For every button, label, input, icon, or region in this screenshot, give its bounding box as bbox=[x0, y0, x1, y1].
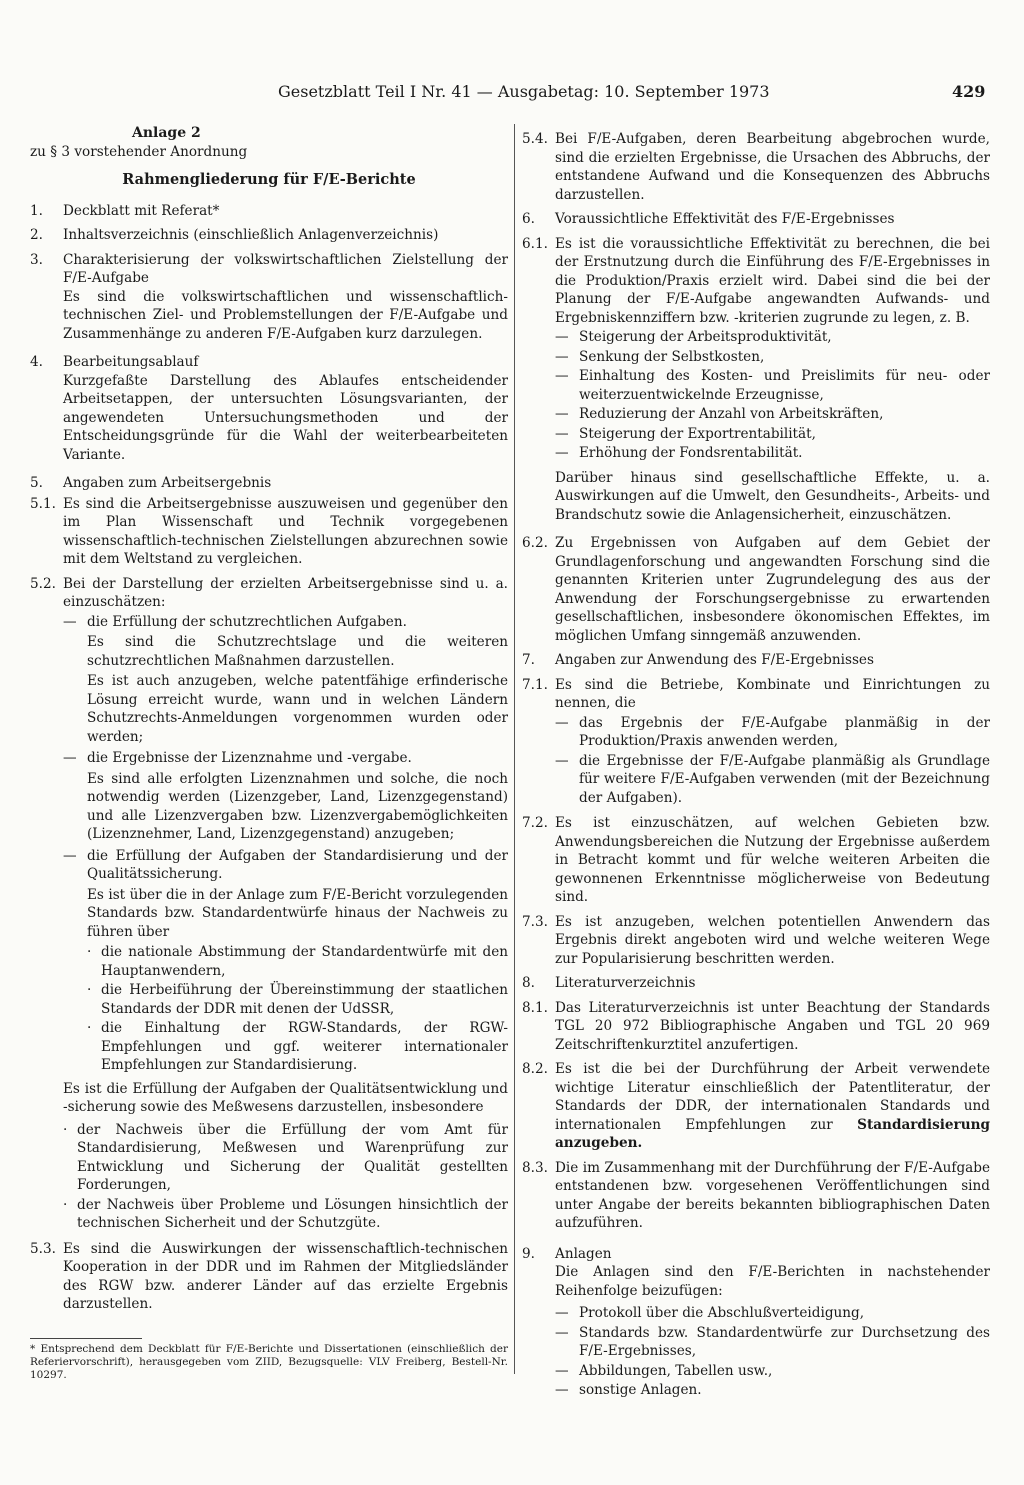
dash-item-title: die Erfüllung der schutzrechtlichen Aufgaben. bbox=[87, 613, 407, 630]
item-text: Einhaltung des Kosten- und Preislimits für neu- oder weiterzuentwickelnde Erzeugnisse, bbox=[579, 368, 990, 403]
section-paragraph: Es ist die Erfüllung der Aufgaben der Qualitätsentwicklung und -sicherung sowie des Meßwesens darzustellen, insbesondere bbox=[63, 1080, 508, 1115]
section-text: Die im Zusammenhang mit der Durchführung der F/E-Aufgabe entstandenen bzw. vorgesehenen Veröffentlichungen sind unter Angabe der bereits bekannten bibliographischen Daten aufzuführen. bbox=[555, 1159, 990, 1231]
section-number: 9. bbox=[522, 1245, 535, 1262]
bullet-item bbox=[87, 981, 508, 1018]
section-text: Zu Ergebnissen von Aufgaben auf dem Gebiet der Grundlagenforschung und angewandten Forschung sind die genannten Kriterien unter Zugrundelegung des aus der Anwendung der Forschungsergebnisse zu erwartenden gesellschaftlichen, insbesondere ökonomischen Effektes, im möglichen Umfang sinngemäß anzuwenden. bbox=[555, 535, 990, 644]
section-number: 3. bbox=[30, 251, 43, 268]
section-text: Es ist einzuschätzen, auf welchen Gebieten bzw. Anwendungsbereichen die Nutzung der Ergebnisse außerdem in Betracht kommt und für welche weiteren Arbeiten die gewonnenen Erkenntnisse möglicherweise von Bedeutung sind. bbox=[555, 815, 990, 905]
header-title: Gesetzblatt Teil I Nr. 41 — Ausgabetag: 10. September 1973 bbox=[278, 82, 770, 101]
section-1 bbox=[30, 202, 508, 221]
section-8-2 bbox=[522, 1060, 990, 1153]
section-text: Es sind die Betriebe, Kombinate und Einrichtungen zu nennen, die bbox=[555, 676, 990, 711]
section-5-2 bbox=[30, 575, 508, 1234]
dash-item bbox=[63, 749, 508, 846]
section-title: Inhaltsverzeichnis (einschließlich Anlagenverzeichnis) bbox=[63, 227, 439, 243]
page-header bbox=[0, 78, 1024, 108]
section-number: 6.2. bbox=[522, 535, 548, 551]
section-6-2 bbox=[522, 534, 990, 645]
section-9 bbox=[522, 1245, 990, 1401]
bullet-item bbox=[87, 1019, 508, 1075]
section-number: 7.1. bbox=[522, 676, 548, 693]
section-text: Es ist anzugeben, welchen potentiellen Anwendern das Ergebnis direkt angeboten wird und welche weiteren Wege zur Popularisierung beschritten werden. bbox=[555, 913, 990, 967]
section-4 bbox=[30, 353, 508, 468]
section-3 bbox=[30, 251, 508, 348]
section-title: Angaben zur Anwendung des F/E-Ergebnisses bbox=[555, 652, 874, 668]
section-number: 5.4. bbox=[522, 131, 548, 147]
section-5-4 bbox=[522, 130, 990, 204]
anlage-reference: zu § 3 vorstehender Anordnung bbox=[30, 143, 248, 160]
list-marker: — bbox=[555, 368, 569, 384]
item-text: sonstige Anlagen. bbox=[579, 1382, 702, 1398]
section-number: 7. bbox=[522, 652, 535, 668]
item-text: der Nachweis über Probleme und Lösungen hinsichtlich der technischen Sicherheit und der Schutzgüte. bbox=[77, 1196, 508, 1231]
item-text: Steigerung der Arbeitsproduktivität, bbox=[579, 329, 832, 345]
section-title: Deckblatt mit Referat* bbox=[63, 202, 220, 219]
dash-item-paragraph: Es sind alle erfolgten Lizenznahmen und solche, die noch notwendig werden (Lizenzgeber, Land, Lizenzgegenstand) und alle Lizenzvergaben bzw. Lizenzvergabemöglichkeiten (Lizenznehmer, Land, Lizenzgegenstand) anzugeben; bbox=[87, 770, 508, 842]
bullet-item bbox=[63, 1121, 508, 1195]
section-number: 1. bbox=[30, 202, 43, 219]
section-title: Literaturverzeichnis bbox=[555, 975, 696, 991]
section-7-2 bbox=[522, 814, 990, 907]
section-text: Es ist die voraussichtliche Effektivität zu berechnen, die bei der Erstnutzung durch die Einführung des F/E-Ergebnisses in die Produktion/Praxis erzielt wird. Dabei sind die bei der Planung der F/E-Aufgabe angewandten Aufwands- und Ergebniskennziffern bzw. -kriterien zugrunde zu legen, z. B. bbox=[555, 235, 990, 326]
column-divider bbox=[514, 124, 515, 1374]
section-8-1 bbox=[522, 999, 990, 1055]
footnote-rule bbox=[30, 1338, 142, 1339]
dash-item bbox=[555, 1324, 990, 1361]
list-marker: — bbox=[555, 752, 569, 769]
section-number: 5.1. bbox=[30, 495, 56, 512]
section-5-3 bbox=[30, 1240, 508, 1314]
section-number: 6.1. bbox=[522, 235, 548, 252]
right-column bbox=[522, 124, 990, 1401]
item-text: Protokoll über die Abschlußverteidigung, bbox=[579, 1305, 865, 1321]
section-title: Voraussichtliche Effektivität des F/E-Ergebnisses bbox=[555, 211, 895, 227]
item-text: die Herbeiführung der Übereinstimmung der staatlichen Standards der DDR mit denen der UdSSR, bbox=[101, 982, 508, 1017]
bullet-item bbox=[63, 1196, 508, 1233]
section-paragraph: Darüber hinaus sind gesellschaftliche Effekte, u. a. Auswirkungen auf die Umwelt, den Gesundheits-, Arbeits- und Brandschutz sowie die Anlagensicherheit, einzuschätzen. bbox=[555, 469, 990, 523]
item-text: die Einhaltung der RGW-Standards, der RGW-Empfehlungen und ggf. weiterer internationaler Empfehlungen zur Standardisierung. bbox=[101, 1020, 508, 1073]
item-text: Standards bzw. Standardentwürfe zur Durchsetzung des F/E-Ergebnisses, bbox=[579, 1324, 990, 1359]
section-paragraph: Kurzgefaßte Darstellung des Ablaufes entscheidender Arbeitsetappen, der untersuchten Lösungsvarianten, der angewendeten Untersuchungsmethoden und der Entscheidungsgründe für die Wahl der weiterbearbeiteten Variante. bbox=[63, 372, 508, 463]
left-column bbox=[30, 124, 508, 1382]
dash-item bbox=[555, 444, 990, 463]
section-6-1 bbox=[522, 235, 990, 529]
list-marker: — bbox=[555, 1324, 569, 1341]
section-paragraph: Die Anlagen sind den F/E-Berichten in nachstehender Reihenfolge beizufügen: bbox=[555, 1264, 990, 1299]
dash-item bbox=[555, 367, 990, 404]
dash-item bbox=[63, 613, 508, 749]
list-marker: · bbox=[87, 982, 92, 998]
item-text: Erhöhung der Fondsrentabilität. bbox=[579, 445, 803, 461]
list-marker: — bbox=[555, 406, 569, 422]
dash-item bbox=[555, 714, 990, 751]
list-marker: — bbox=[555, 714, 569, 731]
item-text: Senkung der Selbstkosten, bbox=[579, 348, 765, 365]
section-7-1 bbox=[522, 676, 990, 809]
list-marker: · bbox=[87, 1020, 92, 1036]
section-6 bbox=[522, 210, 990, 229]
list-marker: · bbox=[63, 1196, 68, 1213]
item-text: der Nachweis über die Erfüllung der vom Amt für Standardisierung, Meßwesen und Warenprüfung zur Entwicklung und Sicherung der Qualität gestellten Forderungen, bbox=[77, 1121, 508, 1193]
item-text: die nationale Abstimmung der Standardentwürfe mit den Hauptanwendern, bbox=[101, 944, 508, 979]
section-number: 5.3. bbox=[30, 1240, 56, 1257]
list-marker: — bbox=[63, 847, 77, 864]
anlage-title: Anlage 2 bbox=[132, 125, 201, 141]
dash-item-paragraph: Es ist über die in der Anlage zum F/E-Bericht vorzulegenden Standards bzw. Standardentwürfe hinaus der Nachweis zu führen über bbox=[87, 886, 508, 940]
list-marker: — bbox=[555, 445, 569, 461]
dash-item bbox=[555, 425, 990, 444]
section-paragraph: Es sind die volkswirtschaftlichen und wissenschaftlich-technischen Ziel- und Problemstellungen der F/E-Aufgabe und Zusammenhänge zu anderen F/E-Aufgaben kurz darzulegen. bbox=[63, 288, 508, 342]
section-8-3 bbox=[522, 1159, 990, 1233]
section-5 bbox=[30, 474, 508, 493]
list-marker: — bbox=[555, 329, 569, 345]
dash-item-title: die Ergebnisse der Lizenznahme und -vergabe. bbox=[87, 750, 412, 766]
section-8 bbox=[522, 974, 990, 993]
section-text-bold: Standardisierung anzugeben. bbox=[555, 1116, 990, 1151]
section-text: Es ist die bei der Durchführung der Arbeit verwendete wichtige Literatur einschließlich der Patentliteratur, der Standards der DDR, der internationalen Standards und internationalen Empfehlungen zur bbox=[555, 1061, 990, 1133]
item-text bbox=[87, 749, 508, 846]
dash-item bbox=[555, 752, 990, 808]
dash-item-paragraph: Es ist auch anzugeben, welche patentfähige erfinderische Lösung erreicht wurde, wann und in welchen Ländern Schutzrechts-Anmeldungen vorgenommen wurden oder werden; bbox=[87, 673, 508, 745]
footnote: * Entsprechend dem Deckblatt für F/E-Berichte und Dissertationen (einschließlich der Referiervorschrift), herausgegeben vom ZIID, Bezugsquelle: VLV Freiberg, Bestell-Nr. 10297. bbox=[30, 1342, 508, 1381]
section-number: 5. bbox=[30, 475, 43, 491]
section-number: 5.2. bbox=[30, 575, 56, 592]
bullet-item bbox=[87, 943, 508, 980]
section-number: 8. bbox=[522, 975, 535, 991]
section-number: 2. bbox=[30, 227, 43, 243]
section-number: 8.2. bbox=[522, 1061, 548, 1077]
item-text: Abbildungen, Tabellen usw., bbox=[579, 1362, 773, 1379]
list-marker: — bbox=[63, 750, 77, 766]
page-number: 429 bbox=[952, 82, 986, 101]
section-title: Charakterisierung der volkswirtschaftlichen Zielstellung der F/E-Aufgabe bbox=[63, 251, 508, 286]
document-heading: Rahmengliederung für F/E-Berichte bbox=[122, 171, 416, 188]
dash-item bbox=[555, 348, 990, 367]
section-title: Bearbeitungsablauf bbox=[63, 354, 199, 370]
list-marker: — bbox=[555, 425, 569, 442]
item-text: die Ergebnisse der F/E-Aufgabe planmäßig als Grundlage für weitere F/E-Aufgaben verwenden (mit der Bezeichnung der Aufgaben). bbox=[579, 752, 990, 806]
dash-item-title: die Erfüllung der Aufgaben der Standardisierung und der Qualitätssicherung. bbox=[87, 847, 508, 882]
section-5-1 bbox=[30, 495, 508, 569]
section-text: Bei der Darstellung der erzielten Arbeitsergebnisse sind u. a. einzuschätzen: bbox=[63, 575, 508, 610]
section-title: Angaben zum Arbeitsergebnis bbox=[63, 475, 272, 491]
dash-item-paragraph: Es sind die Schutzrechtslage und die weiteren schutzrechtlichen Maßnahmen darzustellen. bbox=[87, 634, 508, 669]
section-text: Es sind die Auswirkungen der wissenschaftlich-technischen Kooperation in der DDR und im Rahmen der Mitgliedsländer des RGW bzw. anderer Länder auf das erzielte Ergebnis darzustellen. bbox=[63, 1240, 508, 1312]
list-marker: — bbox=[555, 1382, 569, 1398]
section-number: 8.3. bbox=[522, 1159, 548, 1176]
section-text: Das Literaturverzeichnis ist unter Beachtung der Standards TGL 20 972 Bibliographische Angaben und TGL 20 969 Zeitschriftenkurztitel anzufertigen. bbox=[555, 999, 990, 1053]
item-text: Reduzierung der Anzahl von Arbeitskräften, bbox=[579, 406, 884, 422]
list-marker: · bbox=[87, 944, 92, 960]
item-text: das Ergebnis der F/E-Aufgabe planmäßig in der Produktion/Praxis anwenden werden, bbox=[579, 714, 990, 749]
section-number: 4. bbox=[30, 354, 43, 370]
dash-item bbox=[555, 1362, 990, 1381]
dash-item bbox=[555, 405, 990, 424]
section-7 bbox=[522, 651, 990, 670]
list-marker: — bbox=[63, 613, 77, 630]
item-text bbox=[87, 613, 508, 749]
list-marker: — bbox=[555, 1362, 569, 1379]
section-number: 7.2. bbox=[522, 815, 548, 831]
list-marker: — bbox=[555, 348, 569, 365]
dash-item bbox=[555, 1304, 990, 1323]
dash-item bbox=[63, 847, 508, 1076]
section-number: 8.1. bbox=[522, 999, 548, 1016]
section-number: 6. bbox=[522, 211, 535, 227]
section-number: 7.3. bbox=[522, 913, 548, 930]
section-text: Es sind die Arbeitsergebnisse auszuweisen und gegenüber den im Plan Wissenschaft und Technik vorgegebenen wissenschaftlich-technischen Zielstellungen abzurechnen sowie mit dem Weltstand zu vergleichen. bbox=[63, 495, 508, 567]
list-marker: — bbox=[555, 1305, 569, 1321]
item-text bbox=[87, 847, 508, 1076]
list-marker: · bbox=[63, 1121, 68, 1138]
section-title: Anlagen bbox=[555, 1245, 612, 1262]
dash-item bbox=[555, 1381, 990, 1400]
section-text: Bei F/E-Aufgaben, deren Bearbeitung abgebrochen wurde, sind die erzielten Ergebnisse, die Ursachen des Abbruchs, der entstandene Aufwand und die Konsequenzen des Abbruchs darzustellen. bbox=[555, 131, 990, 203]
dash-item bbox=[555, 328, 990, 347]
item-text: Steigerung der Exportrentabilität, bbox=[579, 425, 816, 442]
section-7-3 bbox=[522, 913, 990, 969]
section-2 bbox=[30, 226, 508, 245]
